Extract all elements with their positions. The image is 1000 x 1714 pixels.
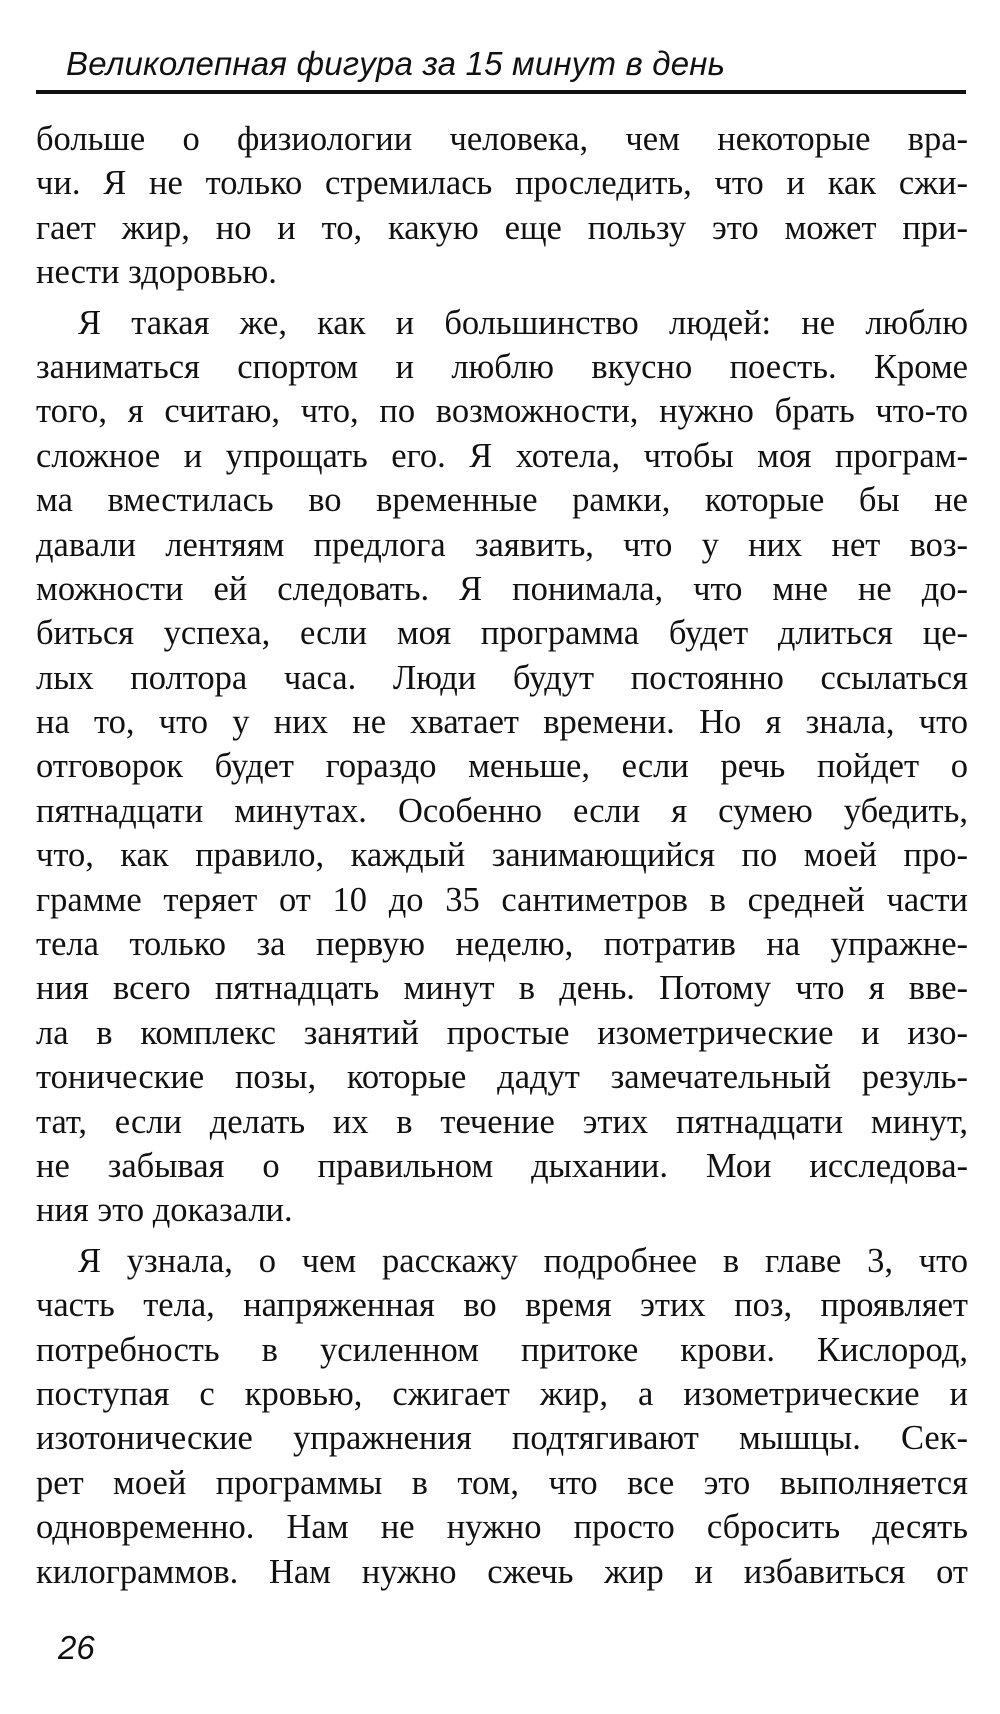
text-line: биться успеха, если моя программа будет длиться це-: [36, 614, 968, 653]
running-header: [36, 44, 966, 94]
text-line: чи. Я не только стремилась проследить, что и как сжи-: [36, 164, 968, 203]
text-line: гает жир, но и то, какую еще пользу это может при-: [36, 208, 968, 247]
text-line: изотонические упражнения подтягивают мышцы. Сек-: [36, 1419, 968, 1458]
text-line: килограммов. Нам нужно сжечь жир и избавиться от: [36, 1552, 968, 1591]
text-line: того, я считаю, что, по возможности, нужно брать что-то: [36, 392, 968, 431]
text-line: потребность в усиленном притоке крови. Кислород,: [36, 1330, 968, 1369]
text-line: на то, что у них не хватает времени. Но я знала, что: [36, 703, 968, 742]
text-line: ма вместилась во временные рамки, которые бы не: [36, 481, 968, 520]
text-line: сложное и упрощать его. Я хотела, чтобы моя програм-: [36, 436, 968, 475]
paragraph: [36, 1239, 968, 1594]
text-line: ния всего пятнадцать минут в день. Потому что я вве-: [36, 969, 968, 1008]
text-line: рет моей программы в том, что все это выполняется: [36, 1463, 968, 1502]
text-line: тела только за первую неделю, потратив на упражне-: [36, 925, 968, 964]
text-line: тат, если делать их в течение этих пятнадцати минут,: [36, 1102, 968, 1141]
text-line: отговорок будет гораздо меньше, если речь пойдет о: [36, 747, 968, 786]
text-line: что, как правило, каждый занимающийся по моей про-: [36, 836, 968, 875]
text-line: Я такая же, как и большинство людей: не люблю: [78, 303, 968, 342]
text-line: одновременно. Нам не нужно просто сбросить десять: [36, 1508, 968, 1547]
text-line: тонические позы, которые дадут замечательный резуль-: [36, 1058, 968, 1097]
page-number: 26: [58, 1629, 95, 1666]
text-line: лых полтора часа. Люди будут постоянно ссылаться: [36, 658, 968, 697]
running-title: Великолепная фигура за 15 минут в день: [66, 45, 726, 82]
text-line: грамме теряет от 10 до 35 сантиметров в средней части: [36, 880, 968, 919]
paragraph: [36, 301, 968, 1233]
text-line: ния это доказали.: [36, 1191, 293, 1230]
text-line: часть тела, напряженная во время этих поз, проявляет: [36, 1286, 968, 1325]
text-line: давали лентяям предлога заявить, что у них нет воз-: [36, 525, 968, 564]
text-line: можности ей следовать. Я понимала, что мне не до-: [36, 569, 968, 608]
text-line: нести здоровью.: [36, 253, 277, 292]
text-line: ла в комплекс занятий простые изометрические и изо-: [36, 1013, 968, 1052]
text-line: поступая с кровью, сжигает жир, а изометрические и: [36, 1374, 968, 1413]
text-line: Я узнала, о чем расскажу подробнее в главе 3, что: [78, 1241, 968, 1280]
text-line: заниматься спортом и люблю вкусно поесть. Кроме: [36, 347, 968, 386]
text-line: пятнадцати минутах. Особенно если я сумею убедить,: [36, 791, 968, 830]
text-line: больше о физиологии человека, чем некоторые вра-: [36, 120, 968, 158]
page-body: [36, 117, 968, 1600]
paragraph: [36, 117, 968, 295]
text-line: не забывая о правильном дыхании. Мои исследова-: [36, 1146, 968, 1185]
